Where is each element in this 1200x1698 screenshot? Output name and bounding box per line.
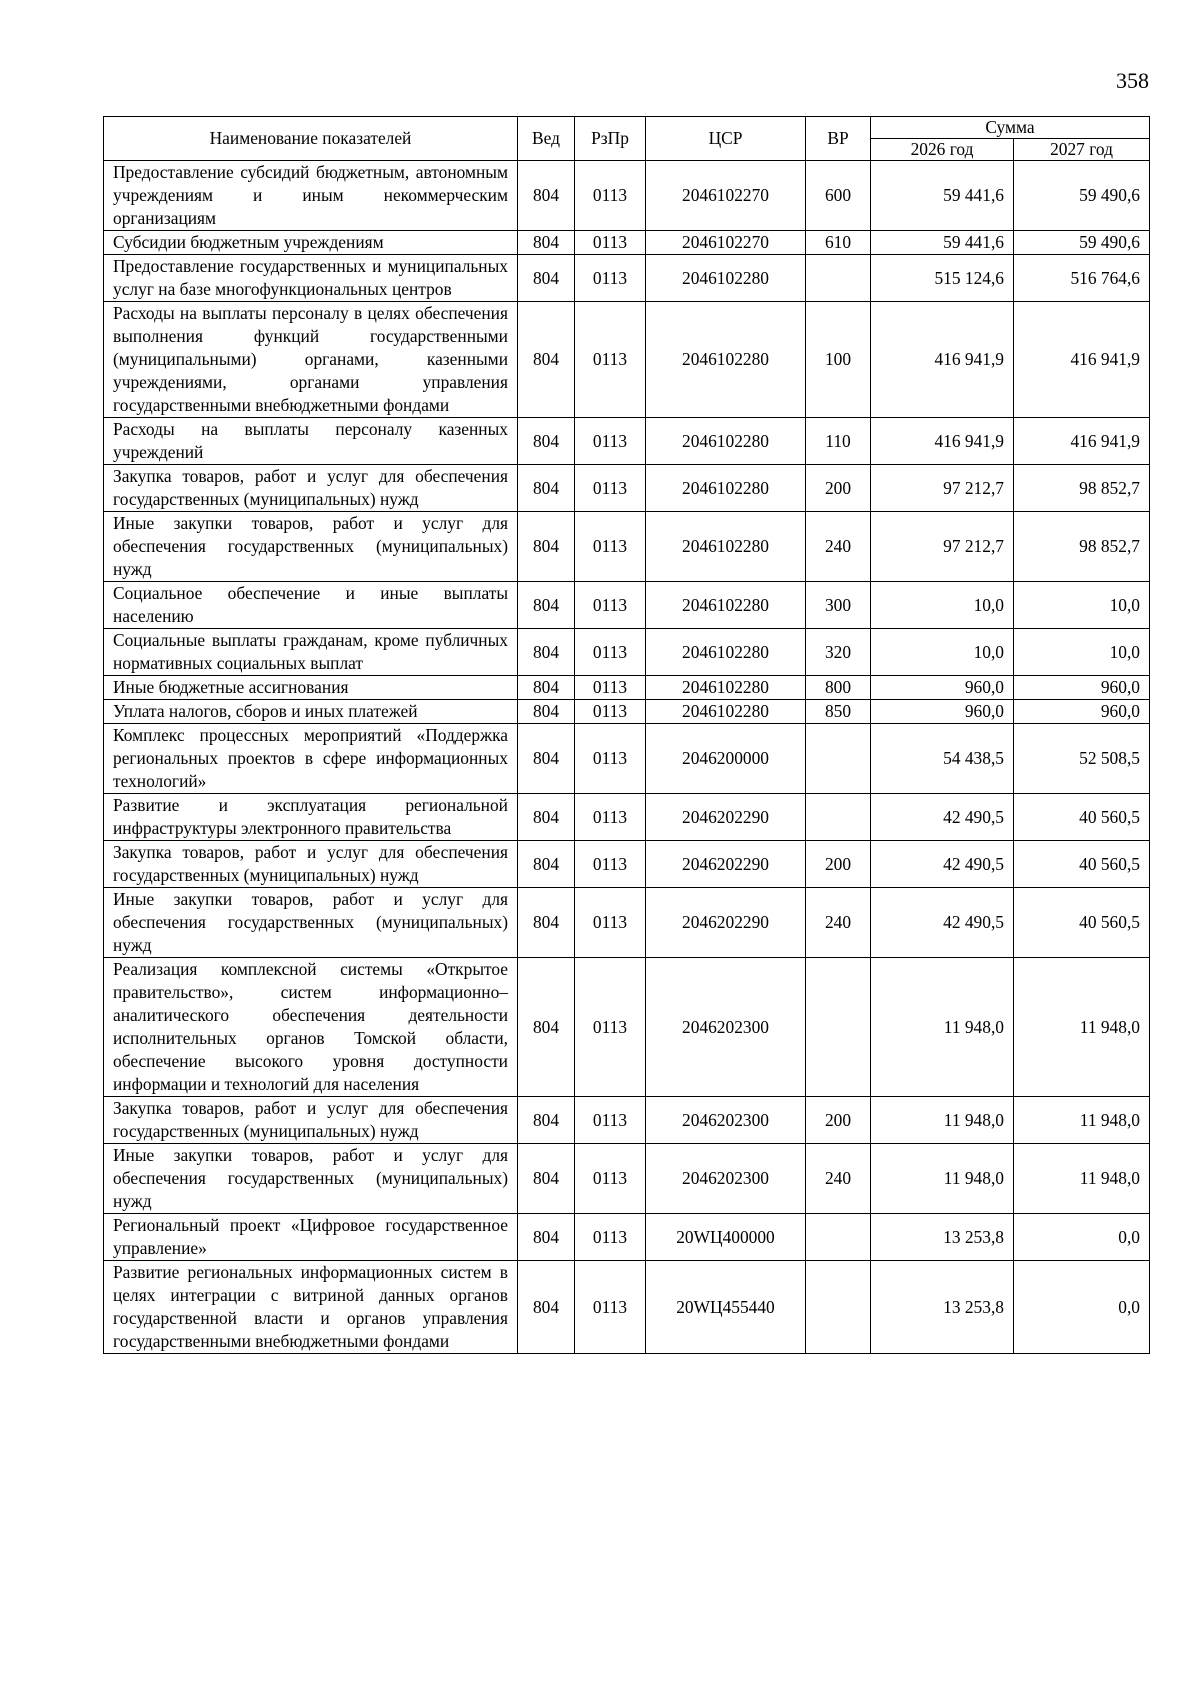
cell-csr: 2046202290 [646,841,806,888]
cell-rzpr: 0113 [575,700,646,724]
cell-name: Расходы на выплаты персоналу казенных учреждений [104,418,518,465]
cell-sum-2026: 11 948,0 [871,1097,1014,1144]
cell-vr: 240 [806,1144,871,1214]
cell-ved: 804 [518,465,575,512]
cell-vr: 610 [806,231,871,255]
cell-sum-2027: 10,0 [1014,629,1150,676]
cell-sum-2026: 59 441,6 [871,231,1014,255]
cell-sum-2027: 516 764,6 [1014,255,1150,302]
cell-csr: 2046102280 [646,700,806,724]
cell-ved: 804 [518,888,575,958]
cell-name: Расходы на выплаты персоналу в целях обеспечения выполнения функций государственными (муниципальными) органами, казенными учреждениями, органами управления государственными внебюджетными фондами [104,302,518,418]
budget-table [103,116,1150,1354]
header-year-2026: 2026 год [871,139,1014,161]
cell-sum-2026: 960,0 [871,676,1014,700]
cell-rzpr: 0113 [575,302,646,418]
cell-ved: 804 [518,724,575,794]
table-row [104,1097,1150,1144]
header-vr: ВР [806,117,871,161]
cell-sum-2026: 59 441,6 [871,161,1014,231]
cell-rzpr: 0113 [575,418,646,465]
table-row [104,724,1150,794]
cell-csr: 2046102280 [646,465,806,512]
page-number: 358 [1116,68,1149,93]
table-row [104,465,1150,512]
cell-sum-2026: 42 490,5 [871,841,1014,888]
cell-rzpr: 0113 [575,465,646,512]
cell-csr: 2046202290 [646,888,806,958]
cell-sum-2026: 42 490,5 [871,794,1014,841]
table-row [104,676,1150,700]
cell-sum-2026: 11 948,0 [871,958,1014,1097]
cell-ved: 804 [518,1144,575,1214]
cell-csr: 2046102280 [646,255,806,302]
cell-vr: 320 [806,629,871,676]
cell-sum-2027: 10,0 [1014,582,1150,629]
cell-ved: 804 [518,161,575,231]
cell-name: Уплата налогов, сборов и иных платежей [104,700,518,724]
cell-vr [806,1214,871,1261]
cell-sum-2027: 11 948,0 [1014,1144,1150,1214]
cell-ved: 804 [518,629,575,676]
cell-csr: 2046102280 [646,302,806,418]
cell-ved: 804 [518,841,575,888]
table-row [104,1214,1150,1261]
cell-rzpr: 0113 [575,676,646,700]
cell-rzpr: 0113 [575,888,646,958]
cell-rzpr: 0113 [575,841,646,888]
cell-sum-2026: 54 438,5 [871,724,1014,794]
cell-csr: 2046202300 [646,958,806,1097]
cell-sum-2027: 52 508,5 [1014,724,1150,794]
cell-name: Закупка товаров, работ и услуг для обеспечения государственных (муниципальных) нужд [104,841,518,888]
cell-ved: 804 [518,700,575,724]
cell-vr: 240 [806,512,871,582]
cell-sum-2026: 515 124,6 [871,255,1014,302]
cell-vr: 240 [806,888,871,958]
cell-sum-2026: 10,0 [871,629,1014,676]
cell-sum-2026: 13 253,8 [871,1261,1014,1354]
cell-csr: 2046102280 [646,629,806,676]
table-row [104,958,1150,1097]
header-name: Наименование показателей [104,117,518,161]
table-row [104,302,1150,418]
cell-vr: 100 [806,302,871,418]
table-row [104,888,1150,958]
table-body [104,161,1150,1354]
cell-sum-2026: 960,0 [871,700,1014,724]
cell-sum-2027: 11 948,0 [1014,958,1150,1097]
cell-rzpr: 0113 [575,161,646,231]
cell-sum-2026: 13 253,8 [871,1214,1014,1261]
cell-ved: 804 [518,512,575,582]
cell-name: Предоставление субсидий бюджетным, автономным учреждениям и иным некоммерческим организациям [104,161,518,231]
cell-ved: 804 [518,231,575,255]
table-row [104,418,1150,465]
cell-ved: 804 [518,255,575,302]
cell-sum-2027: 0,0 [1014,1214,1150,1261]
cell-ved: 804 [518,794,575,841]
cell-csr: 2046102270 [646,231,806,255]
cell-sum-2026: 97 212,7 [871,465,1014,512]
cell-sum-2027: 59 490,6 [1014,231,1150,255]
cell-csr: 2046102280 [646,582,806,629]
cell-name: Комплекс процессных мероприятий «Поддержка региональных проектов в сфере информационных технологий» [104,724,518,794]
cell-ved: 804 [518,302,575,418]
cell-name: Иные закупки товаров, работ и услуг для обеспечения государственных (муниципальных) нужд [104,888,518,958]
cell-name: Иные бюджетные ассигнования [104,676,518,700]
cell-rzpr: 0113 [575,958,646,1097]
header-ved: Вед [518,117,575,161]
cell-sum-2027: 98 852,7 [1014,465,1150,512]
header-year-2027: 2027 год [1014,139,1150,161]
cell-sum-2026: 416 941,9 [871,418,1014,465]
cell-ved: 804 [518,958,575,1097]
cell-rzpr: 0113 [575,1097,646,1144]
cell-sum-2027: 960,0 [1014,700,1150,724]
table-row [104,231,1150,255]
cell-ved: 804 [518,1214,575,1261]
cell-name: Социальное обеспечение и иные выплаты населению [104,582,518,629]
cell-csr: 2046202300 [646,1144,806,1214]
cell-csr: 2046202300 [646,1097,806,1144]
cell-rzpr: 0113 [575,1144,646,1214]
cell-rzpr: 0113 [575,1261,646,1354]
cell-name: Субсидии бюджетным учреждениям [104,231,518,255]
cell-rzpr: 0113 [575,724,646,794]
cell-vr: 300 [806,582,871,629]
cell-vr: 200 [806,465,871,512]
cell-name: Предоставление государственных и муниципальных услуг на базе многофункциональных центров [104,255,518,302]
cell-name: Закупка товаров, работ и услуг для обеспечения государственных (муниципальных) нужд [104,465,518,512]
cell-sum-2027: 0,0 [1014,1261,1150,1354]
cell-rzpr: 0113 [575,231,646,255]
cell-rzpr: 0113 [575,794,646,841]
cell-csr: 2046102280 [646,512,806,582]
cell-ved: 804 [518,676,575,700]
cell-sum-2027: 59 490,6 [1014,161,1150,231]
table-row [104,1144,1150,1214]
cell-csr: 20WЦ400000 [646,1214,806,1261]
cell-csr: 2046202290 [646,794,806,841]
cell-vr: 600 [806,161,871,231]
cell-csr: 2046102270 [646,161,806,231]
table-row [104,1261,1150,1354]
cell-sum-2027: 416 941,9 [1014,418,1150,465]
table-row [104,841,1150,888]
table-row [104,794,1150,841]
cell-vr [806,724,871,794]
cell-sum-2026: 42 490,5 [871,888,1014,958]
cell-vr [806,794,871,841]
cell-name: Реализация комплексной системы «Открытое правительство», систем информационно–аналитического обеспечения деятельности исполнительных органов Томской области, обеспечение высокого уровня доступности информации и технологий для населения [104,958,518,1097]
cell-name: Региональный проект «Цифровое государственное управление» [104,1214,518,1261]
table-row [104,700,1150,724]
cell-sum-2026: 11 948,0 [871,1144,1014,1214]
cell-rzpr: 0113 [575,255,646,302]
cell-rzpr: 0113 [575,1214,646,1261]
cell-rzpr: 0113 [575,629,646,676]
cell-vr: 200 [806,841,871,888]
cell-vr [806,958,871,1097]
cell-vr: 850 [806,700,871,724]
cell-sum-2027: 40 560,5 [1014,841,1150,888]
cell-name: Закупка товаров, работ и услуг для обеспечения государственных (муниципальных) нужд [104,1097,518,1144]
cell-ved: 804 [518,1261,575,1354]
cell-sum-2027: 11 948,0 [1014,1097,1150,1144]
table-row [104,629,1150,676]
cell-vr: 110 [806,418,871,465]
cell-rzpr: 0113 [575,512,646,582]
cell-csr: 2046102280 [646,676,806,700]
cell-sum-2027: 40 560,5 [1014,888,1150,958]
cell-csr: 20WЦ455440 [646,1261,806,1354]
cell-name: Иные закупки товаров, работ и услуг для обеспечения государственных (муниципальных) нужд [104,1144,518,1214]
cell-vr [806,1261,871,1354]
cell-rzpr: 0113 [575,582,646,629]
cell-sum-2027: 416 941,9 [1014,302,1150,418]
cell-sum-2027: 98 852,7 [1014,512,1150,582]
table-row [104,161,1150,231]
table-row [104,582,1150,629]
table-row [104,512,1150,582]
cell-sum-2026: 10,0 [871,582,1014,629]
cell-ved: 804 [518,418,575,465]
cell-name: Иные закупки товаров, работ и услуг для обеспечения государственных (муниципальных) нужд [104,512,518,582]
header-csr: ЦСР [646,117,806,161]
cell-ved: 804 [518,1097,575,1144]
cell-sum-2026: 416 941,9 [871,302,1014,418]
cell-name: Развитие и эксплуатация региональной инфраструктуры электронного правительства [104,794,518,841]
cell-sum-2026: 97 212,7 [871,512,1014,582]
cell-vr: 200 [806,1097,871,1144]
header-rzpr: РзПр [575,117,646,161]
cell-sum-2027: 960,0 [1014,676,1150,700]
cell-csr: 2046200000 [646,724,806,794]
cell-ved: 804 [518,582,575,629]
header-sum: Сумма [871,117,1150,139]
cell-vr: 800 [806,676,871,700]
cell-sum-2027: 40 560,5 [1014,794,1150,841]
table-row [104,255,1150,302]
table-header [104,117,1150,161]
cell-name: Развитие региональных информационных систем в целях интеграции с витриной данных органов государственной власти и органов управления государственными внебюджетными фондами [104,1261,518,1354]
cell-csr: 2046102280 [646,418,806,465]
cell-vr [806,255,871,302]
cell-name: Социальные выплаты гражданам, кроме публичных нормативных социальных выплат [104,629,518,676]
